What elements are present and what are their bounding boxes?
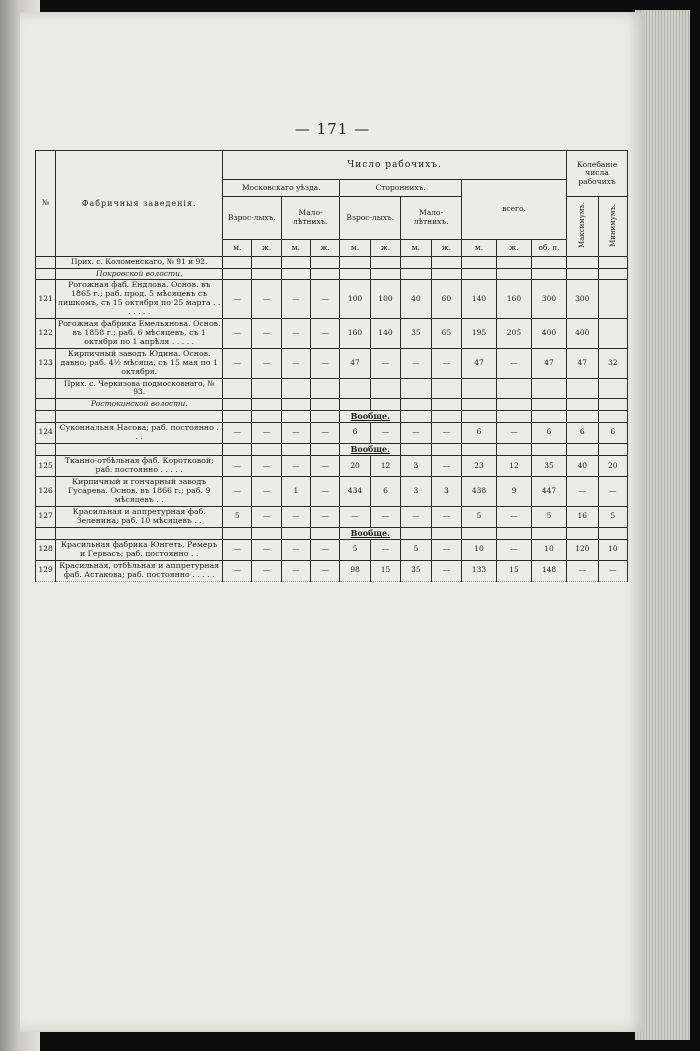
table-cell [598,319,627,349]
empty-cell [462,268,497,280]
table-cell: — [223,539,252,560]
table-cell: — [311,422,340,443]
table-cell: — [567,476,599,506]
empty-cell [311,527,340,539]
empty-cell [56,527,223,539]
table-cell: 6 [567,422,599,443]
table-cell: 100 [370,280,400,319]
empty-cell [497,527,532,539]
table-cell: 16 [567,506,599,527]
row-number: 127 [36,506,56,527]
empty-cell [531,527,566,539]
empty-cell [531,257,566,269]
table-cell: — [431,560,461,581]
table-cell: 3 [431,476,461,506]
empty-cell [431,399,461,411]
empty-cell [431,443,461,455]
zh-header: ж. [311,240,340,257]
empty-cell [431,378,461,398]
empty-cell [531,268,566,280]
empty-cell [497,378,532,398]
empty-cell [223,257,252,269]
factory-name: Кирпичный заводъ Юдина. Основ. давно; раб. 4½ мѣсяца, съ 15 мая по 1 октября. [56,348,223,378]
empty-cell [567,257,599,269]
factory-name: Рогожная фабрика Емельянова. Основ. въ 1858 г.; раб. 6 мѣсяцевъ, съ 1 октября по 1 апрѣля . . . . . [56,319,223,349]
table-cell: — [401,506,431,527]
empty-cell [370,257,400,269]
empty-cell [598,378,627,398]
row-number: 128 [36,539,56,560]
outsiders-header: Стороннихъ. [340,180,462,197]
table-cell: — [281,506,310,527]
factory-workers-table [35,150,628,582]
table-cell: — [311,348,340,378]
empty-cell [462,410,497,422]
table-cell: — [370,539,400,560]
col-name-header: Фабричныя заведенія. [56,151,223,257]
table-cell: 5 [401,539,431,560]
table-cell: — [431,422,461,443]
zh-header: ж. [370,240,400,257]
table-cell: — [252,422,281,443]
row-number: 121 [36,280,56,319]
empty-cell [311,410,340,422]
table-cell: 300 [531,280,566,319]
table-cell: — [598,476,627,506]
table-cell: 447 [531,476,566,506]
table-cell: — [431,506,461,527]
table-cell: — [311,319,340,349]
page-number: — 171 — [294,120,371,138]
table-body [36,257,628,582]
table-cell: 5 [223,506,252,527]
col-no-header: № [36,151,56,257]
empty-cell [431,410,461,422]
empty-cell [567,268,599,280]
empty-cell [401,257,431,269]
empty-cell [431,527,461,539]
empty-cell [431,268,461,280]
empty-cell [497,268,532,280]
m-header: м. [281,240,310,257]
empty-cell [36,378,56,398]
empty-cell [598,268,627,280]
table-cell: — [252,560,281,581]
empty-cell [223,410,252,422]
table-cell: 195 [462,319,497,349]
factory-name: Рогожная фаб. Ендлова. Основ. въ 1865 г.; раб. прод. 5 мѣсяцевъ съ лишкомъ, съ 15 октября по 25 марта . . . . . . . [56,280,223,319]
empty-cell [56,443,223,455]
table-cell: — [370,422,400,443]
row-number: 124 [36,422,56,443]
empty-cell [281,410,310,422]
table-cell: — [370,348,400,378]
table-cell: 35 [531,455,566,476]
table-cell: 6 [598,422,627,443]
minors-header-2: Мало-лѣтнихъ. [401,197,462,240]
table-cell: — [431,539,461,560]
table-cell: 47 [462,348,497,378]
empty-cell [252,399,281,411]
empty-cell [340,257,370,269]
table-cell: 35 [401,560,431,581]
table-cell: — [252,455,281,476]
table-cell: 160 [340,319,370,349]
note-voobshe: Вообще. [340,443,401,455]
factory-name: Красильная и аппретурная фаб. Зеленина; раб. 10 мѣсяцевъ . . [56,506,223,527]
empty-cell [497,410,532,422]
table-cell: — [252,476,281,506]
table-cell: 438 [462,476,497,506]
adults-header-1: Взрос-лыхъ. [223,197,282,240]
table-cell: 5 [462,506,497,527]
table-cell: — [497,422,532,443]
zh-header: ж. [252,240,281,257]
table-cell: 6 [462,422,497,443]
zh-header: ж. [431,240,461,257]
fluctuation-header: Колебаніе числа рабочихъ [567,151,628,197]
table-cell: — [281,319,310,349]
table-cell: 15 [497,560,532,581]
table-cell: — [598,560,627,581]
table-cell: — [223,560,252,581]
empty-cell [281,443,310,455]
empty-cell [311,443,340,455]
factory-name: Кирпичный и гончарный заводъ Гусарева. Основ. въ 1866 г.; раб. 9 мѣсяцевъ . . [56,476,223,506]
table-cell: 133 [462,560,497,581]
table-cell: 47 [567,348,599,378]
table-cell: — [311,506,340,527]
empty-cell [598,443,627,455]
note-voobshe: Вообще. [340,527,401,539]
table-cell: — [252,319,281,349]
empty-cell [497,399,532,411]
row-number: 122 [36,319,56,349]
table-cell: 35 [401,319,431,349]
table-cell: 5 [531,506,566,527]
empty-cell [223,268,252,280]
table-cell: 40 [401,280,431,319]
zh-header: ж. [497,240,532,257]
empty-cell [531,443,566,455]
empty-cell [223,399,252,411]
table-cell: — [281,560,310,581]
m-header: м. [462,240,497,257]
empty-cell [598,410,627,422]
table-cell: 140 [462,280,497,319]
table-cell: 20 [598,455,627,476]
table-cell: 32 [598,348,627,378]
empty-cell [370,399,400,411]
row-number: 129 [36,560,56,581]
empty-cell [497,257,532,269]
table-cell: 98 [340,560,370,581]
table-cell: — [567,560,599,581]
empty-cell [462,443,497,455]
empty-cell [370,378,400,398]
table-cell: — [252,506,281,527]
table-cell: 15 [370,560,400,581]
table-cell: 300 [567,280,599,319]
empty-cell [281,378,310,398]
table-cell: — [431,455,461,476]
workers-header: Число рабочихъ. [223,151,567,180]
empty-cell [401,527,431,539]
table-cell: 12 [370,455,400,476]
table-cell: — [311,280,340,319]
empty-cell [252,257,281,269]
table-cell: — [223,319,252,349]
table-cell: 40 [567,455,599,476]
factory-name: Красильная фабрика Юнгеть, Ремеръ и Гервасъ; раб. постоянно . . [56,539,223,560]
table-cell: 47 [531,348,566,378]
table-cell: 3 [401,476,431,506]
table-cell: — [497,506,532,527]
empty-cell [567,443,599,455]
section-title: Прих. с. Коломенскаго, № 91 и 92. [56,257,223,269]
sum-header: об. п. [531,240,566,257]
row-number: 125 [36,455,56,476]
empty-cell [598,399,627,411]
table-cell: — [223,455,252,476]
empty-cell [311,268,340,280]
table-cell: — [401,348,431,378]
table-cell: — [311,560,340,581]
max-header: Максимумъ. [567,197,599,257]
empty-cell [36,268,56,280]
empty-cell [497,443,532,455]
empty-cell [462,257,497,269]
empty-cell [370,268,400,280]
volost-name: Покровской волости. [56,268,223,280]
table-cell: — [497,348,532,378]
table-cell: 60 [431,280,461,319]
empty-cell [36,399,56,411]
table-cell [598,280,627,319]
empty-cell [223,443,252,455]
empty-cell [281,527,310,539]
table-cell: 148 [531,560,566,581]
row-number: 123 [36,348,56,378]
empty-cell [567,399,599,411]
empty-cell [252,443,281,455]
table-cell: 400 [531,319,566,349]
table-cell: — [223,280,252,319]
m-header: м. [340,240,370,257]
empty-cell [531,378,566,398]
row-number: 126 [36,476,56,506]
table-cell: 12 [497,455,532,476]
table-cell: 65 [431,319,461,349]
table-cell: 6 [531,422,566,443]
empty-cell [281,257,310,269]
empty-cell [36,257,56,269]
table-cell: — [281,539,310,560]
table-cell: 400 [567,319,599,349]
volost-name: Ростокинской волости. [56,399,223,411]
table-cell: — [497,539,532,560]
table-cell: 3 [401,455,431,476]
table-cell: 9 [497,476,532,506]
empty-cell [311,257,340,269]
table-cell: 6 [340,422,370,443]
empty-cell [252,268,281,280]
table-cell: — [252,280,281,319]
empty-cell [252,410,281,422]
empty-cell [531,410,566,422]
table-cell: — [370,506,400,527]
factory-name: Суконнальня Насова; раб. постоянно . . . [56,422,223,443]
section-title: Прих. с. Черкизова подмосковнаго, № 93. [56,378,223,398]
empty-cell [401,378,431,398]
m-header: м. [401,240,431,257]
table-cell: — [252,348,281,378]
total-header: всего. [462,180,567,240]
table-cell: — [401,422,431,443]
empty-cell [462,527,497,539]
table-cell: — [281,280,310,319]
table-cell: — [281,348,310,378]
table-cell: 160 [497,280,532,319]
empty-cell [311,378,340,398]
empty-cell [401,268,431,280]
table-cell: 120 [567,539,599,560]
empty-cell [567,410,599,422]
table-cell: 20 [340,455,370,476]
table-cell: 140 [370,319,400,349]
table-cell: 434 [340,476,370,506]
table-cell: — [311,539,340,560]
empty-cell [340,268,370,280]
table-cell: 47 [340,348,370,378]
empty-cell [36,443,56,455]
empty-cell [531,399,566,411]
empty-cell [340,378,370,398]
table-cell: 10 [462,539,497,560]
table-cell: 6 [370,476,400,506]
table-cell: — [252,539,281,560]
table-cell: — [311,476,340,506]
min-header: Минимумъ. [598,197,627,257]
m-header: м. [223,240,252,257]
empty-cell [598,527,627,539]
empty-cell [281,268,310,280]
table-cell: — [223,476,252,506]
empty-cell [567,527,599,539]
table-cell: 10 [531,539,566,560]
factory-name: Тканно-отбѣльная фаб. Коротковой; раб. постоянно . . . . . [56,455,223,476]
empty-cell [223,527,252,539]
table-cell: — [223,422,252,443]
empty-cell [462,378,497,398]
table-cell: 1 [281,476,310,506]
table-cell: — [223,348,252,378]
empty-cell [252,378,281,398]
empty-cell [340,399,370,411]
table-cell: 10 [598,539,627,560]
moscow-uezd-header: Московскаго уѣзда. [223,180,340,197]
table-cell: — [281,455,310,476]
table-cell: 100 [340,280,370,319]
table-cell: 5 [598,506,627,527]
empty-cell [252,527,281,539]
empty-cell [431,257,461,269]
empty-cell [36,527,56,539]
empty-cell [311,399,340,411]
empty-cell [598,257,627,269]
minors-header-1: Мало-лѣтнихъ. [281,197,340,240]
empty-cell [401,410,431,422]
empty-cell [223,378,252,398]
table-cell: 205 [497,319,532,349]
table-cell: — [340,506,370,527]
empty-cell [401,443,431,455]
empty-cell [567,378,599,398]
note-voobshe: Вообще. [340,410,401,422]
empty-cell [401,399,431,411]
table-cell: — [311,455,340,476]
table-cell: — [431,348,461,378]
table-cell: — [281,422,310,443]
empty-cell [56,410,223,422]
empty-cell [281,399,310,411]
table-cell: 5 [340,539,370,560]
adults-header-2: Взрос-лыхъ. [340,197,401,240]
empty-cell [36,410,56,422]
factory-name: Красильная, отбѣльная и аппретурная фаб. Астакова; раб. постоянно . . . . . [56,560,223,581]
table-cell: 23 [462,455,497,476]
empty-cell [462,399,497,411]
